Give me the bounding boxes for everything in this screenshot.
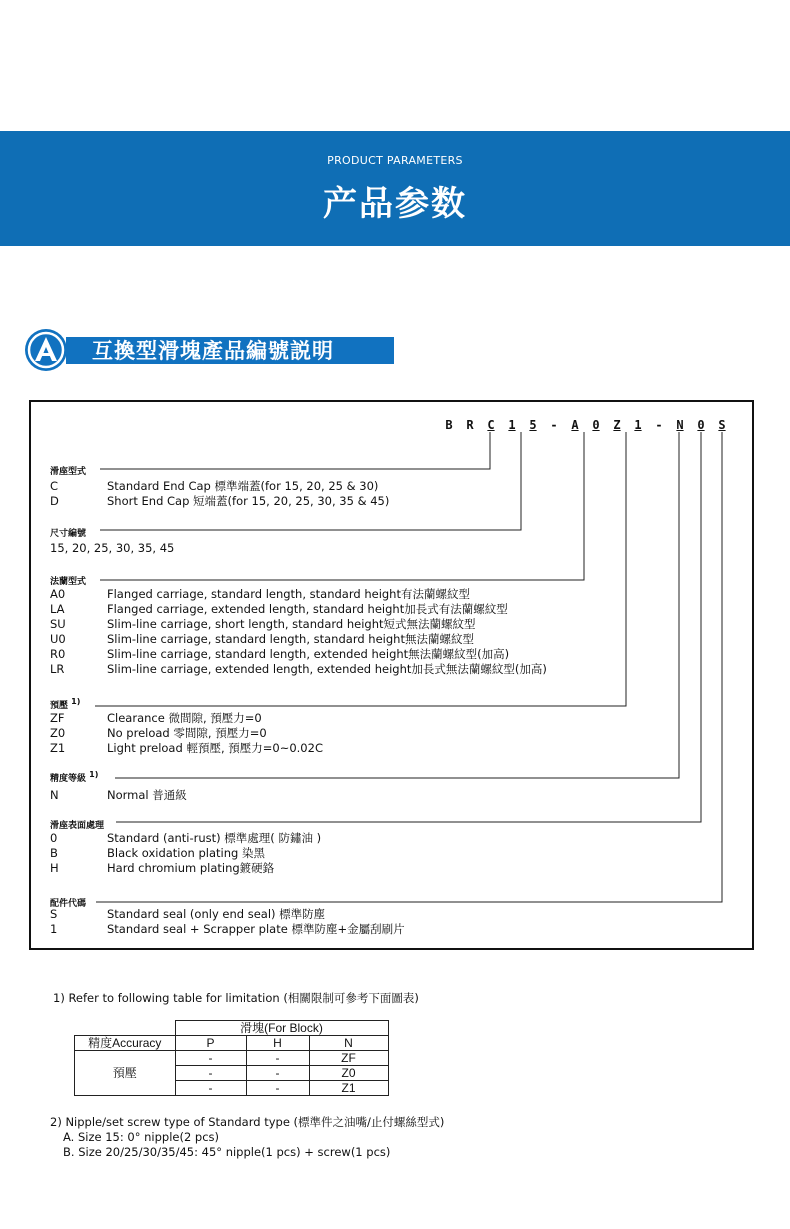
item-code: 0 [50, 831, 58, 845]
item-code: C [50, 479, 59, 493]
item-desc: Short End Cap 短端蓋(for 15, 20, 25, 30, 35 & 45) [107, 494, 390, 508]
item-code: N [50, 788, 59, 802]
code-letter: S [718, 418, 726, 432]
item-code: A0 [50, 587, 66, 601]
table-cell: - [175, 1066, 246, 1081]
table-cell: - [175, 1081, 246, 1096]
preload-title [50, 697, 80, 711]
item-code: R0 [50, 647, 66, 661]
surface-title: 滑座表面處理 [50, 821, 105, 831]
code-letter: Z [613, 418, 621, 432]
item-code: ZF [50, 711, 65, 725]
code-separator: - [655, 418, 663, 432]
item-desc: Standard seal + Scrapper plate 標準防塵+金屬刮刷片 [107, 922, 405, 936]
item-desc: Hard chromium plating鍍硬鉻 [107, 861, 275, 875]
item-code: U0 [50, 632, 66, 646]
block-type-title: 滑座型式 [50, 467, 87, 477]
item-desc: No preload 零間隙, 預壓力=0 [107, 726, 267, 740]
item-code: D [50, 494, 59, 508]
table-col-header: N [309, 1036, 388, 1051]
accuracy-title [50, 770, 98, 784]
item-code: H [50, 861, 59, 875]
code-letter: N [676, 418, 684, 432]
code-letter: C [487, 418, 495, 432]
accuracy-title-text: 精度等級 [50, 774, 87, 784]
item-desc: Black oxidation plating 染黑 [107, 846, 265, 860]
table-col-header: H [246, 1036, 309, 1051]
table-cell: - [246, 1066, 309, 1081]
code-letter: 1 [508, 418, 516, 432]
code-letter: 0 [697, 418, 705, 432]
table-row-label: 精度Accuracy [75, 1036, 176, 1051]
code-letter: R [466, 418, 474, 432]
item-code: SU [50, 617, 66, 631]
item-desc: Normal 普通級 [107, 788, 187, 802]
item-code: LR [50, 662, 65, 676]
item-code: Z1 [50, 741, 66, 755]
table-row-label: 預壓 [75, 1051, 176, 1096]
note-2b: B. Size 20/25/30/35/45: 45° nipple(1 pcs) + screw(1 pcs) [63, 1145, 391, 1159]
table-cell: - [246, 1081, 309, 1096]
item-desc: Clearance 微間隙, 預壓力=0 [107, 711, 262, 725]
size-title: 尺寸編號 [50, 529, 87, 539]
banner-subtitle: PRODUCT PARAMETERS [327, 154, 463, 167]
item-desc: Slim-line carriage, standard length, standard height無法蘭螺紋型 [107, 632, 474, 646]
flange-title: 法蘭型式 [50, 577, 87, 587]
item-desc: Standard (anti-rust) 標準處理( 防鏽油 ) [107, 831, 322, 845]
table-cell: - [246, 1051, 309, 1066]
code-separator: - [550, 418, 558, 432]
limitation-table [74, 1020, 389, 1096]
seal-title: 配件代碼 [50, 899, 87, 909]
note-1: 1) Refer to following table for limitation (相關限制可參考下面圖表) [53, 991, 419, 1005]
banner-title: 产品参数 [323, 184, 467, 224]
item-code: 1 [50, 922, 58, 936]
note-2a: A. Size 15: 0° nipple(2 pcs) [63, 1130, 220, 1144]
code-letter: B [445, 418, 453, 432]
item-code: S [50, 907, 58, 921]
item-desc: Slim-line carriage, extended length, extended height加長式無法蘭螺紋型(加高) [107, 662, 547, 676]
preload-title-text: 預壓 [50, 701, 69, 711]
table-col-header: P [175, 1036, 246, 1051]
item-code: B [50, 846, 58, 860]
table-cell: Z0 [309, 1066, 388, 1081]
code-letter: 1 [634, 418, 642, 432]
table-cell: - [175, 1051, 246, 1066]
item-code: Z0 [50, 726, 66, 740]
item-desc: Flanged carriage, standard length, standard height有法蘭螺紋型 [107, 587, 470, 601]
note-2: 2) Nipple/set screw type of Standard type (標準件之油嘴/止付螺絲型式) [50, 1115, 445, 1129]
code-letter: 5 [529, 418, 537, 432]
code-letter: A [571, 418, 579, 432]
item-desc: Standard End Cap 標準端蓋(for 15, 20, 25 & 30) [107, 479, 379, 493]
item-desc: 15, 20, 25, 30, 35, 45 [50, 541, 175, 555]
section-title: 互換型滑塊產品編號説明 [92, 339, 334, 363]
item-desc: Slim-line carriage, short length, standard height短式無法蘭螺紋型 [107, 617, 476, 631]
item-desc: Slim-line carriage, standard length, extended height無法蘭螺紋型(加高) [107, 647, 510, 661]
item-desc: Standard seal (only end seal) 標準防塵 [107, 907, 326, 921]
item-desc: Light preload 輕預壓, 預壓力=0~0.02C [107, 741, 323, 755]
table-header: 滑塊(For Block) [175, 1021, 388, 1036]
table-cell: ZF [309, 1051, 388, 1066]
footnote-mark: 1) [71, 697, 81, 706]
item-code: LA [50, 602, 65, 616]
item-desc: Flanged carriage, extended length, standard height加長式有法蘭螺紋型 [107, 602, 508, 616]
footnote-mark: 1) [89, 770, 99, 779]
code-letter: 0 [592, 418, 600, 432]
table-cell: Z1 [309, 1081, 388, 1096]
